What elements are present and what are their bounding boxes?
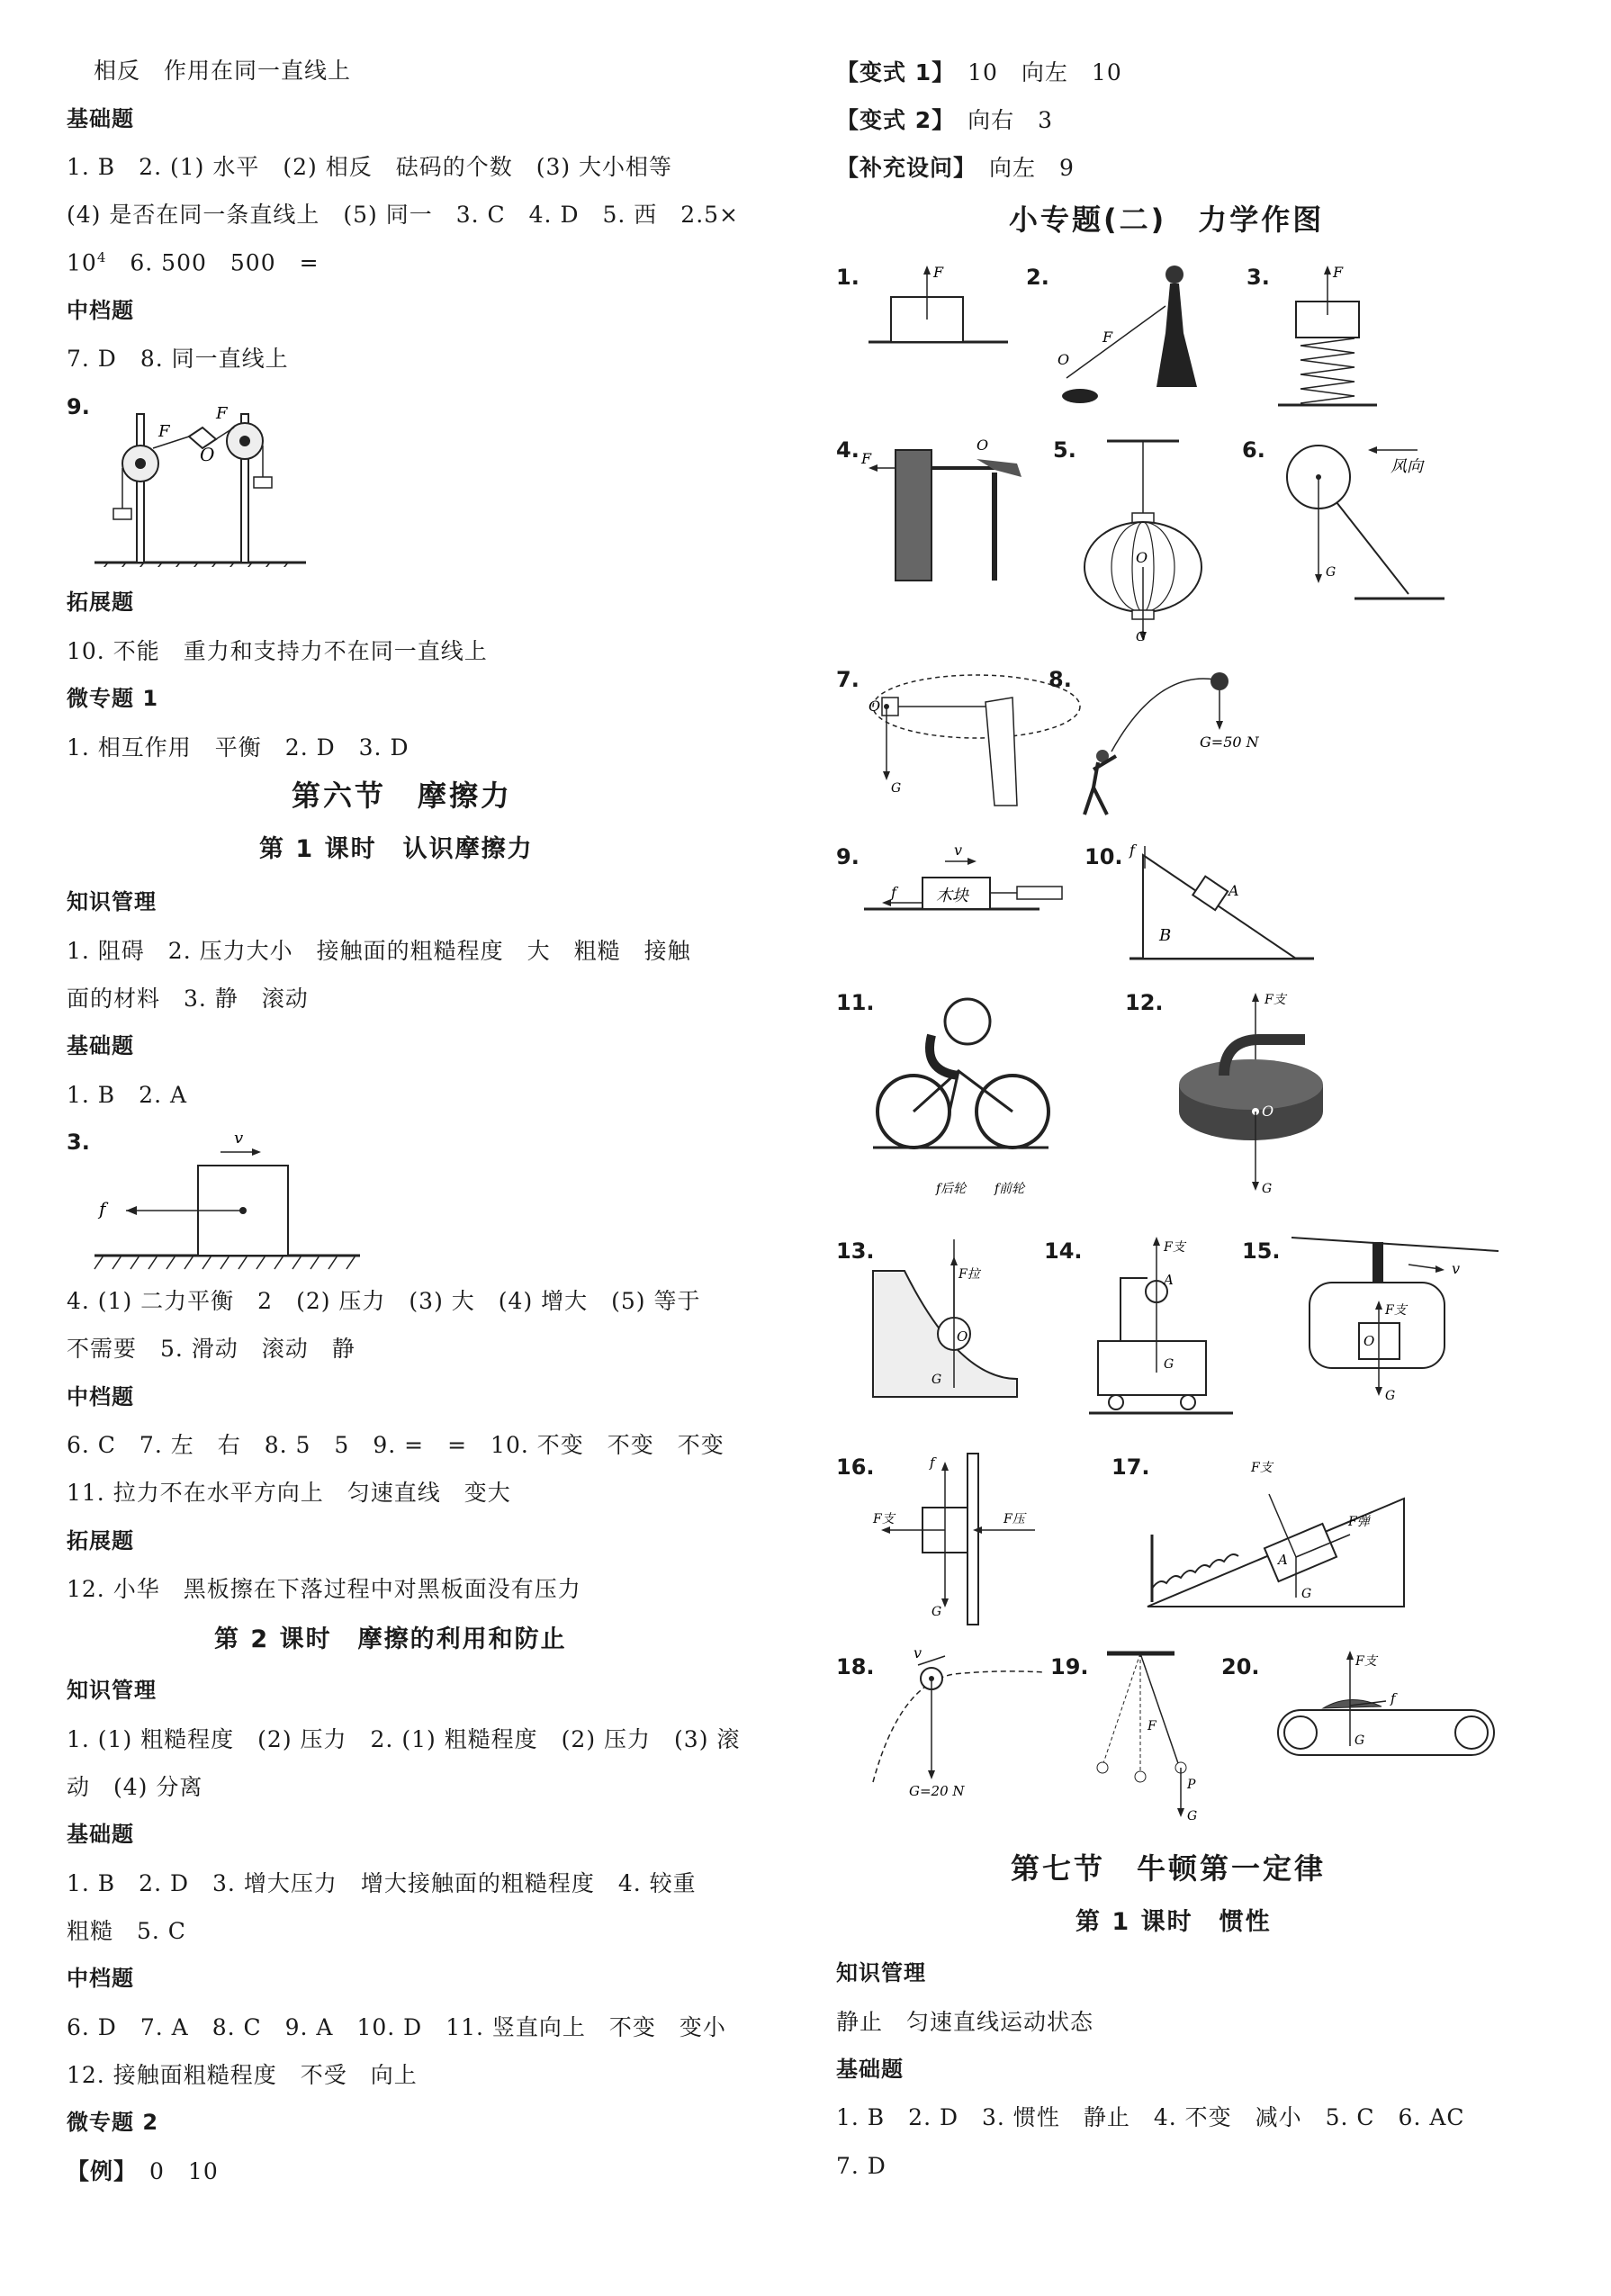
heading-medium: 中档题 bbox=[67, 1384, 134, 1409]
answer-line: 相反 作用在同一直线上 bbox=[94, 58, 352, 84]
figure-number: 5. bbox=[1053, 437, 1076, 463]
answer-line: 1. B 2. D 3. 增大压力 增大接触面的粗糙程度 4. 较重 bbox=[67, 1870, 697, 1896]
svg-text:f后轮: f后轮 bbox=[936, 1182, 967, 1196]
figure-9 bbox=[860, 842, 1084, 923]
answer-line: 动 (4) 分离 bbox=[67, 1774, 203, 1800]
svg-text:F支: F支 bbox=[873, 1512, 895, 1526]
figure-6 bbox=[1264, 432, 1444, 612]
figure-number: 4. bbox=[836, 437, 860, 463]
answer-line: 1. B 2. D 3. 惯性 静止 4. 不变 减小 5. C 6. AC bbox=[836, 2104, 1465, 2130]
answer-line: (4) 是否在同一条直线上 (5) 同一 3. C 4. D 5. 西 2.5× bbox=[67, 202, 739, 228]
figure-3 bbox=[1274, 261, 1382, 414]
svg-text:O: O bbox=[976, 437, 989, 454]
figure-13 bbox=[868, 1235, 1022, 1406]
heading-medium: 中档题 bbox=[67, 1966, 134, 1991]
heading-extension: 拓展题 bbox=[67, 1528, 134, 1553]
svg-text:A: A bbox=[1278, 1552, 1288, 1568]
answer-line: 10. 不能 重力和支持力不在同一直线上 bbox=[67, 638, 488, 664]
heading-basic: 基础题 bbox=[836, 2057, 904, 2082]
section-title: 小专题(二) 力学作图 bbox=[1009, 203, 1325, 237]
svg-text:F支: F支 bbox=[1264, 993, 1286, 1007]
answer-line: 6. D 7. A 8. C 9. A 10. D 11. 竖直向上 不变 变小 bbox=[67, 2014, 726, 2040]
svg-text:G: G bbox=[891, 781, 902, 796]
figure-number: 17. bbox=[1112, 1454, 1150, 1480]
answer-line bbox=[67, 251, 320, 274]
figure-number: 16. bbox=[836, 1454, 875, 1480]
answer-line: 粗糙 5. C bbox=[67, 1918, 186, 1944]
answer-line: 1. B 2. A bbox=[67, 1082, 188, 1108]
figure-number: 9. bbox=[836, 844, 860, 869]
figure-1 bbox=[860, 261, 1012, 351]
figure-2 bbox=[1048, 261, 1228, 414]
svg-text:G: G bbox=[1301, 1587, 1312, 1601]
figure-10 bbox=[1125, 842, 1323, 968]
lesson-title: 第 1 课时 惯性 bbox=[1076, 1908, 1272, 1936]
heading-knowledge: 知识管理 bbox=[67, 1678, 157, 1703]
answer-line: 不需要 5. 滑动 滚动 静 bbox=[67, 1336, 356, 1362]
answer-line: 面的材料 3. 静 滚动 bbox=[67, 986, 309, 1012]
figure-number: 13. bbox=[836, 1238, 875, 1264]
svg-text:f前轮: f前轮 bbox=[994, 1182, 1025, 1196]
section-title: 第六节 摩擦力 bbox=[292, 779, 513, 813]
variant-tag: 【补充设问】 bbox=[836, 155, 977, 181]
svg-text:G: G bbox=[1354, 1733, 1365, 1748]
svg-text:A: A bbox=[1228, 882, 1239, 899]
figure-17 bbox=[1143, 1445, 1413, 1616]
figure-18 bbox=[864, 1647, 1044, 1800]
answer-text: 向右 3 bbox=[968, 107, 1054, 133]
example-tag: 【例】 bbox=[67, 2158, 138, 2184]
figure-number: 18. bbox=[836, 1654, 875, 1679]
svg-text:f: f bbox=[1130, 842, 1135, 859]
svg-text:G=20 N: G=20 N bbox=[909, 1783, 965, 1799]
answer-text: 6. 500 500 = bbox=[106, 249, 320, 276]
svg-text:v: v bbox=[234, 1129, 244, 1148]
svg-text:木块: 木块 bbox=[936, 887, 968, 905]
answer-line: 1. B 2. (1) 水平 (2) 相反 砝码的个数 (3) 大小相等 bbox=[67, 154, 673, 180]
svg-text:G: G bbox=[1187, 1809, 1198, 1823]
svg-text:F支: F支 bbox=[1164, 1240, 1185, 1255]
figure-number: 3. bbox=[1246, 265, 1270, 290]
svg-text:B: B bbox=[1159, 926, 1172, 945]
answer-line: 静止 匀速直线运动状态 bbox=[836, 2009, 1094, 2035]
heading-knowledge: 知识管理 bbox=[836, 1960, 926, 1985]
svg-text:G: G bbox=[1262, 1182, 1273, 1196]
heading-basic: 基础题 bbox=[67, 1033, 134, 1058]
svg-text:F: F bbox=[1102, 329, 1113, 346]
svg-text:f: f bbox=[99, 1198, 106, 1220]
svg-text:O: O bbox=[1262, 1103, 1274, 1120]
figure-pulleys bbox=[90, 387, 360, 567]
answer-text: 0 10 bbox=[149, 2158, 219, 2184]
svg-text:F: F bbox=[1333, 264, 1344, 281]
figure-number: 6. bbox=[1242, 437, 1265, 463]
lesson-title: 第 1 课时 认识摩擦力 bbox=[259, 835, 534, 863]
lesson-title: 第 2 课时 摩擦的利用和防止 bbox=[214, 1625, 567, 1653]
svg-text:f: f bbox=[1390, 1690, 1396, 1706]
svg-text:G=50 N: G=50 N bbox=[1200, 734, 1259, 751]
answer-line: 12. 小华 黑板擦在下落过程中对黑板面没有压力 bbox=[67, 1576, 581, 1602]
answer-line bbox=[67, 2160, 219, 2183]
svg-text:风向: 风向 bbox=[1390, 457, 1423, 476]
svg-text:F: F bbox=[1148, 1719, 1156, 1733]
svg-text:O: O bbox=[1058, 351, 1070, 368]
svg-text:F拉: F拉 bbox=[958, 1267, 980, 1282]
answer-line: 7. D 8. 同一直线上 bbox=[67, 346, 289, 372]
block-friction-diagram bbox=[90, 1125, 378, 1278]
svg-text:v: v bbox=[1452, 1260, 1461, 1277]
figure-19 bbox=[1094, 1649, 1228, 1829]
answer-line: 12. 接触面粗糙程度 不受 向上 bbox=[67, 2062, 418, 2088]
variant-tag: 【变式 1】 bbox=[836, 59, 956, 86]
heading-basic: 基础题 bbox=[67, 1822, 134, 1847]
heading-basic: 基础题 bbox=[67, 106, 134, 131]
heading-medium: 中档题 bbox=[67, 298, 134, 323]
figure-number: 3. bbox=[67, 1130, 90, 1155]
answer-line bbox=[836, 109, 1053, 131]
figure-11 bbox=[868, 990, 1058, 1206]
figure-number: 2. bbox=[1026, 265, 1049, 290]
answer-line: 1. 相互作用 平衡 2. D 3. D bbox=[67, 734, 410, 761]
svg-text:F: F bbox=[933, 264, 944, 281]
answer-line: 11. 拉力不在水平方向上 匀速直线 变大 bbox=[67, 1480, 511, 1506]
answer-line: 7. D bbox=[836, 2153, 886, 2179]
figure-number: 1. bbox=[836, 265, 860, 290]
figure-number: 9. bbox=[67, 394, 90, 419]
svg-text:G: G bbox=[932, 1605, 942, 1619]
svg-text:F支: F支 bbox=[1385, 1303, 1407, 1318]
svg-text:G: G bbox=[1164, 1357, 1174, 1372]
svg-text:G: G bbox=[1136, 630, 1147, 644]
figure-14 bbox=[1084, 1233, 1238, 1422]
svg-text:v: v bbox=[914, 1647, 922, 1661]
answer-text: 10 bbox=[67, 249, 97, 276]
exponent: 4 bbox=[96, 249, 107, 266]
svg-text:G: G bbox=[1326, 565, 1336, 580]
figure-20 bbox=[1260, 1647, 1512, 1764]
figure-block-friction bbox=[90, 1125, 378, 1278]
figure-number: 11. bbox=[836, 990, 875, 1015]
svg-text:O: O bbox=[200, 444, 215, 465]
svg-text:F: F bbox=[216, 404, 228, 423]
figure-12 bbox=[1170, 986, 1350, 1211]
figure-number: 10. bbox=[1084, 844, 1123, 869]
answer-text: 向左 9 bbox=[989, 155, 1075, 181]
svg-text:F: F bbox=[861, 450, 872, 467]
svg-text:v: v bbox=[954, 842, 963, 859]
svg-text:F支: F支 bbox=[1355, 1654, 1377, 1669]
answer-line: 1. 阻碍 2. 压力大小 接触面的粗糙程度 大 粗糙 接触 bbox=[67, 938, 691, 964]
svg-text:G: G bbox=[932, 1373, 942, 1387]
figure-8 bbox=[1066, 662, 1274, 824]
svg-text:A: A bbox=[1164, 1272, 1174, 1288]
section-title: 第七节 牛顿第一定律 bbox=[1011, 1851, 1327, 1886]
answer-text: 10 向左 10 bbox=[968, 59, 1122, 86]
figure-number: 15. bbox=[1242, 1238, 1281, 1264]
svg-text:f: f bbox=[891, 884, 896, 901]
svg-text:P: P bbox=[1187, 1778, 1196, 1792]
figure-number: 14. bbox=[1044, 1238, 1083, 1264]
figure-number: 19. bbox=[1050, 1654, 1089, 1679]
heading-extension: 拓展题 bbox=[67, 590, 134, 615]
svg-text:O: O bbox=[1364, 1333, 1375, 1349]
pulleys-diagram bbox=[90, 387, 360, 567]
svg-text:G: G bbox=[1385, 1389, 1396, 1403]
figure-4 bbox=[860, 432, 1030, 585]
answer-line: 6. C 7. 左 右 8. 5 5 9. = = 10. 不变 不变 不变 bbox=[67, 1432, 724, 1458]
answer-line bbox=[836, 61, 1122, 84]
svg-text:F: F bbox=[158, 422, 170, 441]
heading-mini-topic: 微专题 2 bbox=[67, 2110, 159, 2135]
figure-number: 20. bbox=[1221, 1654, 1260, 1679]
figure-16 bbox=[868, 1449, 1040, 1629]
answer-line bbox=[836, 157, 1075, 179]
svg-text:O: O bbox=[1136, 549, 1148, 566]
figure-number: 7. bbox=[836, 667, 860, 692]
svg-text:f: f bbox=[930, 1454, 935, 1471]
figure-number: 12. bbox=[1125, 990, 1164, 1015]
answer-line: 1. (1) 粗糙程度 (2) 压力 2. (1) 粗糙程度 (2) 压力 (3) 滚 bbox=[67, 1726, 741, 1752]
figure-15 bbox=[1292, 1229, 1508, 1409]
svg-text:F支: F支 bbox=[1251, 1461, 1273, 1475]
heading-mini-topic: 微专题 1 bbox=[67, 686, 159, 711]
figure-number: 8. bbox=[1048, 667, 1072, 692]
svg-text:O: O bbox=[957, 1328, 968, 1345]
variant-tag: 【变式 2】 bbox=[836, 107, 956, 133]
svg-text:O: O bbox=[868, 698, 881, 715]
svg-text:F弹: F弹 bbox=[1348, 1515, 1370, 1529]
answer-line: 4. (1) 二力平衡 2 (2) 压力 (3) 大 (4) 增大 (5) 等于 bbox=[67, 1288, 701, 1314]
figure-5 bbox=[1071, 432, 1215, 648]
heading-knowledge: 知识管理 bbox=[67, 889, 157, 914]
svg-text:F压: F压 bbox=[1004, 1512, 1025, 1526]
